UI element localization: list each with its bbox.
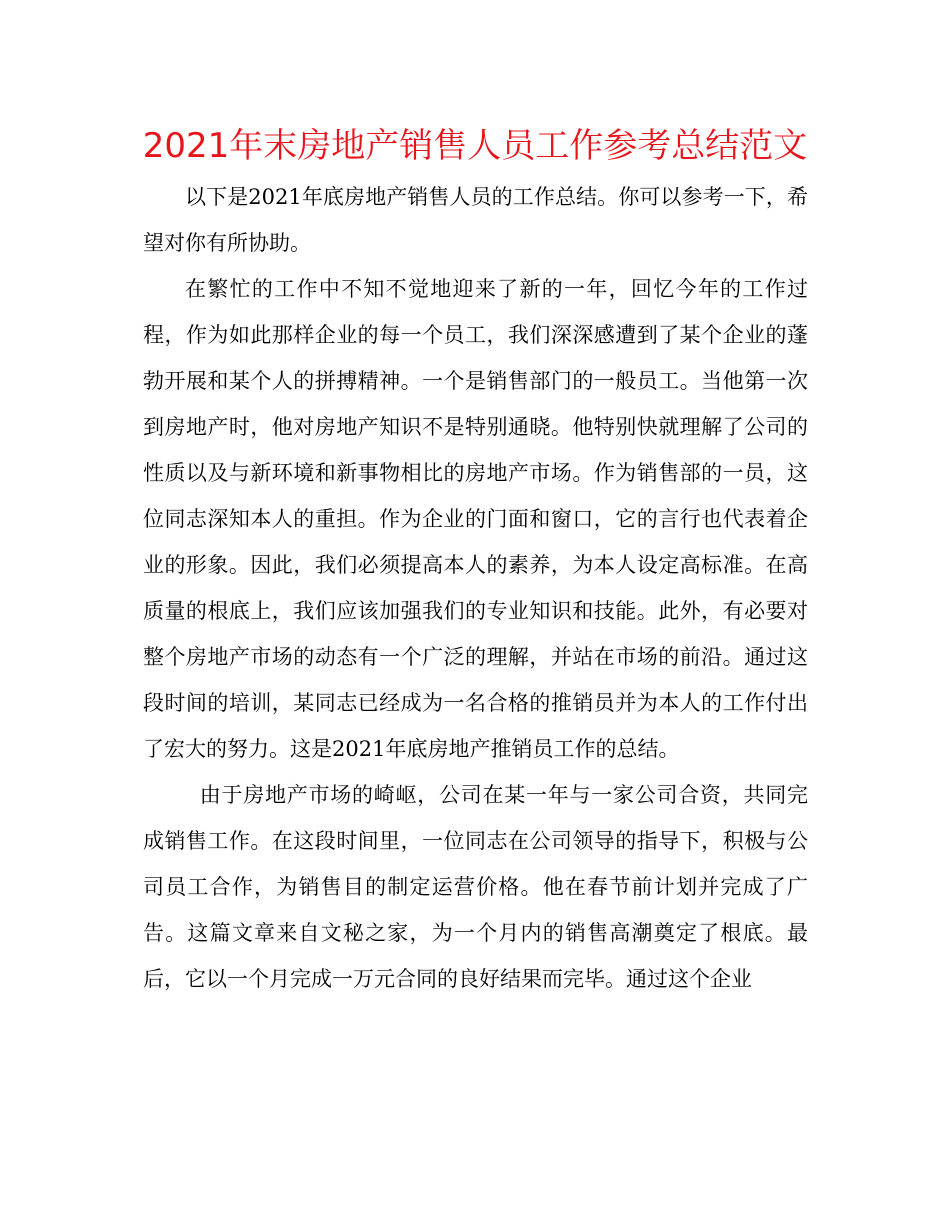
document-title: 2021年末房地产销售人员工作参考总结范文 — [142, 126, 808, 166]
paragraph-main: 在繁忙的工作中不知不觉地迎来了新的一年，回忆今年的工作过程，作为如此那样企业的每一个员工，我们深深感遭到了某个企业的蓬勃开展和某个人的拼搏精神。一个是销售部门的一般员工。当他第一次到房地产时，他对房地产知识不是特别通晓。他特别快就理解了公司的性质以及与新环境和新事物相比的房地产市场。作为销售部的一员，这位同志深知本人的重担。作为企业的门面和窗口，它的言行也代表着企业的形象。因此，我们必须提高本人的素养，为本人设定高标准。在高质量的根底上，我们应该加强我们的专业知识和技能。此外，有必要对整个房地产市场的动态有一个广泛的理解，并站在市场的前沿。通过这段时间的培训，某同志已经成为一名合格的推销员并为本人的工作付出了宏大的努力。这是2021年底房地产推销员工作的总结。 — [143, 277, 808, 761]
paragraph-intro: 以下是2021年底房地产销售人员的工作总结。你可以参考一下，希望对你有所协助。 — [143, 185, 808, 255]
paragraph-continued: 由于房地产市场的崎岖，公司在某一年与一家公司合资，共同完成销售工作。在这段时间里，一位同志在公司领导的指导下，积极与公司员工合作，为销售目的制定运营价格。他在春节前计划并完成了广告。这篇文章来自文秘之家，为一个月内的销售高潮奠定了根底。最后，它以一个月完成一万元合同的良好结果而完毕。通过这个企业 — [143, 783, 808, 991]
document-body — [143, 174, 808, 1002]
